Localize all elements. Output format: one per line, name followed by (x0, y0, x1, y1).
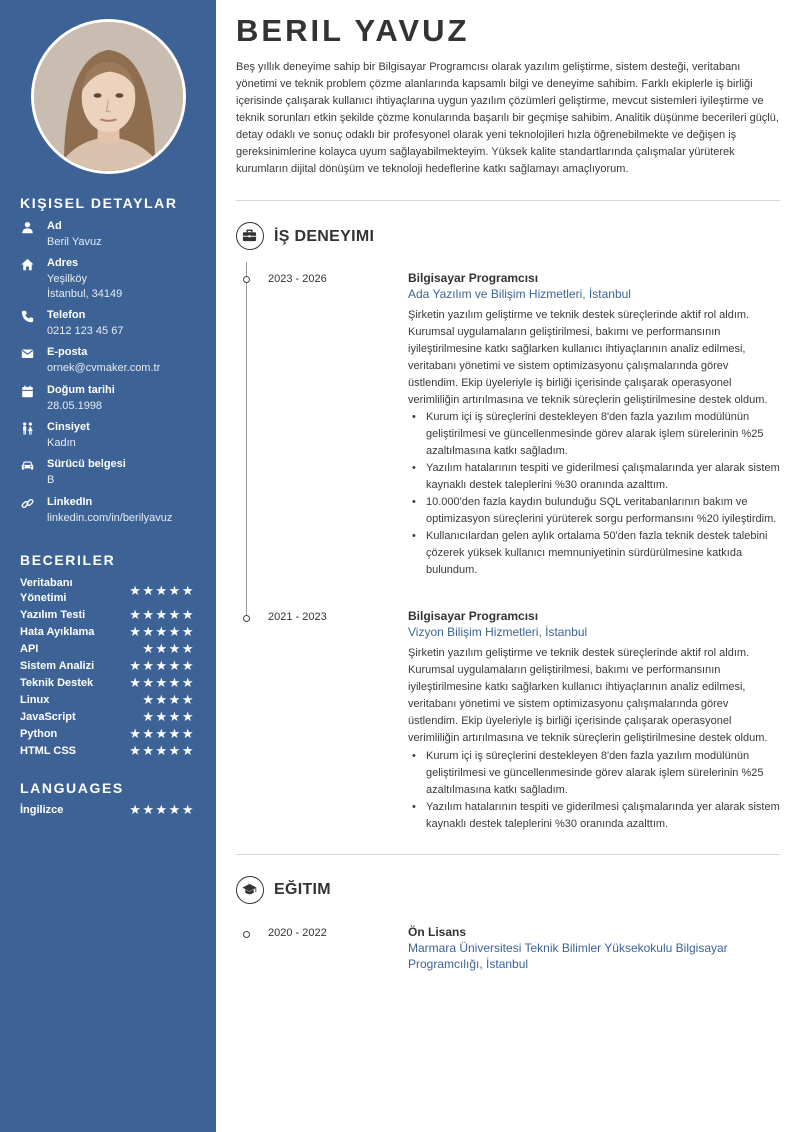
skill-name: Veritabanı Yönetimi (20, 577, 73, 604)
detail-value: 28.05.1998 (47, 400, 103, 412)
education-title: EĞITIM (274, 881, 331, 898)
skill-name: HTML CSS (20, 745, 77, 757)
skill-rating-stars: ★★★★★ (129, 584, 195, 599)
skill-item (20, 676, 195, 693)
link-icon (20, 497, 35, 510)
calendar-icon (20, 385, 35, 398)
profile-photo-image (34, 22, 183, 171)
timeline-dot (243, 931, 250, 938)
detail-value: B (47, 474, 55, 486)
car-icon (20, 459, 35, 472)
job-dates: 2023 - 2026 (268, 273, 327, 285)
skill-rating-stars: ★★★★★ (129, 608, 195, 623)
skill-rating-stars: ★★★★★ (129, 625, 195, 640)
skill-rating-stars: ★★★★ (142, 693, 195, 708)
envelope-icon (20, 347, 35, 360)
skill-item (20, 744, 195, 761)
detail-label: Doğum tarihi (47, 384, 115, 396)
detail-label: Sürücü belgesi (47, 458, 126, 470)
candidate-name: BERIL YAVUZ (236, 13, 470, 48)
achievement-item: • Yazılım hatalarının tespiti ve giderilmesi çalışmalarında yer alarak sistem kaynaklı destek taleplerini %30 oranında azalttım. (408, 460, 780, 494)
timeline-dot (243, 276, 250, 283)
education-dates: 2020 - 2022 (268, 927, 327, 939)
language-name: İngilizce (20, 804, 64, 816)
detail-value: ornek@cvmaker.com.tr (47, 362, 161, 374)
skill-name: Teknik Destek (20, 677, 94, 689)
detail-value: Beril Yavuz (47, 236, 102, 248)
achievement-item: • Yazılım hatalarının tespiti ve giderilmesi çalışmalarında yer alarak sistem kaynaklı destek taleplerini %30 oranında azalttım. (408, 799, 780, 833)
user-icon (20, 221, 35, 234)
skill-item (20, 576, 195, 604)
achievement-item: • Kurum içi iş süreçlerini destekleyen 8'den fazla yazılım modülünün geliştirilmesi ve güncellenmesinde görev alarak işlem sürelerinin %25 azaltılmasına katkı sağladım. (408, 748, 780, 799)
job-description: Şirketin yazılım geliştirme ve teknik destek süreçlerinde aktif rol aldım. Kurumsal uygulamaların geliştirilmesi, bakımı ve performansının iyileştirilmesine katkı sağlarken kullanıcı ihtiyaçlarının analiz edilmesi, veritabanı yönetimi ve sistem optimizasyonu çalışmalarında görev üstlendim. Ekip üyeleriyle iş birliği içerisinde çalışarak operasyonel verimliliğin artırılmasına ve teknik süreçlerin geliştirilmesine destek oldum. (408, 647, 768, 744)
experience-title: İŞ DENEYIMI (274, 228, 375, 245)
detail-value: Yeşilköy İstanbul, 34149 (47, 273, 123, 300)
job-role: Bilgisayar Programcısı (408, 609, 539, 623)
timeline-dot (243, 615, 250, 622)
experience-timeline-line (246, 262, 247, 618)
skill-item (20, 710, 195, 727)
gender-icon (20, 422, 35, 435)
skill-name: Sistem Analizi (20, 660, 95, 672)
job-dates: 2021 - 2023 (268, 611, 327, 623)
detail-label: Adres (47, 257, 79, 269)
detail-label: E-posta (47, 346, 88, 358)
job-company: Vizyon Bilişim Hizmetleri, İstanbul (408, 625, 588, 639)
skill-rating-stars: ★★★★★ (129, 744, 195, 759)
skill-rating-stars: ★★★★★ (129, 676, 195, 691)
language-item (20, 803, 195, 820)
sidebar (0, 0, 216, 1132)
skill-name: Python (20, 728, 58, 740)
education-degree: Ön Lisans (408, 925, 467, 939)
skill-item (20, 642, 195, 659)
skills-title: BECERILER (20, 552, 116, 568)
skill-name: Yazılım Testi (20, 609, 86, 621)
achievement-item: • 10.000'den fazla kaydın bulunduğu SQL veritabanlarının bakım ve optimizasyon süreçlerini yürüterek sorgu performansını %20 iyileştirdim. (408, 494, 780, 528)
briefcase-icon (236, 222, 264, 250)
job-achievements (408, 409, 780, 579)
profile-summary: Beş yıllık deneyime sahip bir Bilgisayar Programcısı olarak yazılım geliştirme, sistem desteği, veritabanı yönetimi ve teknik problem çözme alanlarında kapsamlı bilgi ve deneyime sahibim. Farklı ekiplerle iş birliği içerisinde çalışarak kullanıcı ihtiyaçlarına uygun yazılım çözümleri geliştirme, mevcut sistemleri iyileştirme ve teknik sorunları etkin şekilde çözme konularında başarılı bir geçmişe sahibim. Analitik düşünme becerileri güçlü, detay odaklı ve sonuç odaklı bir profesyonel olarak yeni teknolojileri hızla öğrenebilmekte ve değişen iş gereksinimlerine kolayca uyum sağlayabilmekteyim. Yüksek kalite standartlarında çalışmalar yürüterek kurumların dijital dönüşüm ve teknoloji hedeflerine katkı sağlamayı amaçlıyorum. (236, 61, 779, 175)
skill-name: Linux (20, 694, 50, 706)
languages-title: LANGUAGES (20, 780, 124, 796)
skill-item (20, 608, 195, 625)
achievement-item: • Kullanıcılardan gelen aylık ortalama 50'den fazla teknik destek talebini çözerek yüksek kullanıcı memnuniyetinin sürdürülmesine katkıda bulundum. (408, 528, 780, 579)
profile-photo (31, 19, 186, 174)
detail-label: Telefon (47, 309, 86, 321)
skill-item (20, 693, 195, 710)
job-description: Şirketin yazılım geliştirme ve teknik destek süreçlerinde aktif rol aldım. Kurumsal uygulamaların geliştirilmesi, bakımı ve performansının iyileştirilmesine katkı sağlarken kullanıcı ihtiyaçlarının analiz edilmesi, veritabanı yönetimi ve sistem optimizasyonu çalışmalarında görev üstlendim. Ekip üyeleriyle iş birliği içerisinde çalışarak operasyonel verimliliğin artırılmasına ve teknik süreçlerin geliştirilmesine destek oldum. (408, 309, 768, 406)
skill-rating-stars: ★★★★★ (129, 727, 195, 742)
linkedin-link[interactable]: linkedin.com/in/berilyavuz (47, 512, 173, 524)
job-achievements (408, 748, 780, 833)
skill-name: JavaScript (20, 711, 76, 723)
detail-label: Cinsiyet (47, 421, 90, 433)
job-role: Bilgisayar Programcısı (408, 271, 539, 285)
detail-value: Kadın (47, 437, 76, 449)
phone-icon (20, 310, 35, 323)
divider (236, 854, 780, 855)
skill-item (20, 727, 195, 744)
skill-rating-stars: ★★★★★ (129, 659, 195, 674)
job-company: Ada Yazılım ve Bilişim Hizmetleri, İstanbul (408, 287, 631, 301)
graduation-cap-icon (236, 876, 264, 904)
personal-details-title: KIŞISEL DETAYLAR (20, 195, 178, 211)
language-rating-stars: ★★★★★ (129, 803, 195, 818)
detail-label: Ad (47, 220, 62, 232)
home-icon (20, 258, 35, 271)
skill-name: Hata Ayıklama (20, 626, 95, 638)
achievement-item: • Kurum içi iş süreçlerini destekleyen 8'den fazla yazılım modülünün geliştirilmesi ve güncellenmesinde görev alarak işlem sürelerinin %25 azaltılmasına katkı sağladım. (408, 409, 780, 460)
skill-item (20, 659, 195, 676)
skill-rating-stars: ★★★★ (142, 710, 195, 725)
detail-label: LinkedIn (47, 496, 93, 508)
education-school: Marmara Üniversitesi Teknik Bilimler Yüksekokulu Bilgisayar Programcılığı, İstanbul (408, 941, 728, 971)
skill-name: API (20, 643, 39, 655)
divider (236, 200, 780, 201)
detail-value: 0212 123 45 67 (47, 325, 124, 337)
skill-rating-stars: ★★★★ (142, 642, 195, 657)
skill-item (20, 625, 195, 642)
